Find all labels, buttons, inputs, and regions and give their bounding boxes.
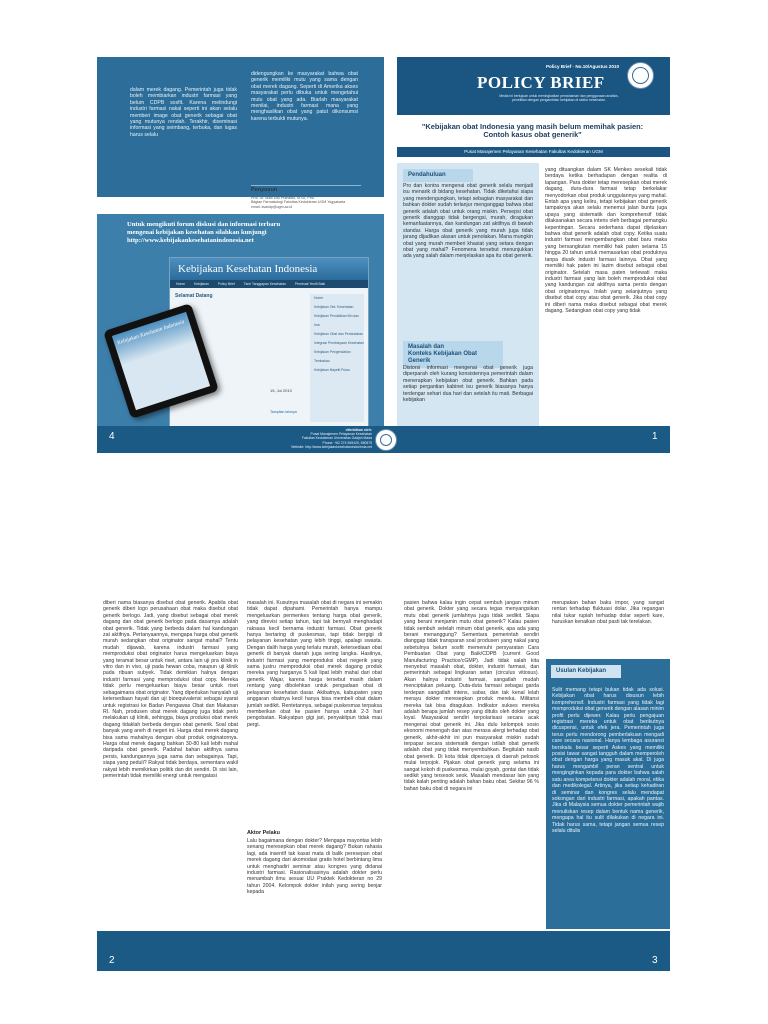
page2-col2-text: masalah ini. Kusutnya masalah obat di negara ini semakin tidak dapat dipahami. Pemerintah hanya mampu mengeluarkan permenkes tentang harga obat generik, yang direvisi setiap tahun, tapi tak bernyali menghadapi raksasa kecil bernama industri farmasi. Obat generik hanya bertaring di puskesmas, tapi tidak bergigi di pelayanan kesehatan yang lebih tinggi, apalagi swasta. Dengan dalih harga yang terlalu murah, ketersediaan obat generik di banyak daerah juga sering langka. Hasilnya, industri farmasi yang memproduksi obat negerik yang sama justru memproduksi obat merek dagang produk mereka yang harganya 5 kali lipat lebih mahal dari obat generik. Wajar, karena harga tersebut masih dalam rentang yang dibolehkan untuk pengadaan obat di pelayanan kesehatan dasar. Akibatnya, kabupaten yang anggaran obatnya kecil hanya bisa membeli obat dalam jumlah sedikit. Rentetannya, sebagai puskesmas terpaksa memberikan obat ke pasien hanya untuk 2-3 hari pengobatan. Rakyatpun gigi jari, penyakitpun tidak mau pergi.: [247, 600, 382, 728]
page-number-1: 1: [652, 431, 658, 442]
website-side-2[interactable]: Kebijakan Obt. Kesehatan: [314, 305, 354, 309]
publisher-line-3: Phone: +62 274 549425, 580575: [322, 440, 372, 445]
pendahuluan-heading: Pendahuluan: [403, 169, 473, 182]
brief-title-line-1: "Kebijakan obat Indonesia yang masih belum memihak pasien:: [421, 122, 644, 131]
forum-url[interactable]: http://www.kebijakankesehatanindonesia.net: [127, 237, 254, 244]
page-number-3: 3: [652, 955, 658, 966]
publisher-line-2: Fakultas Kedokteran Universitas Gadjah Mada: [301, 436, 372, 441]
pendahuluan-text: Pro dan kontra mengenai obat generik selalu menjadi isu menarik di bidang kesehatan. Tidak diketahui siapa yang mendengungkan, tetapi sebagian masyarakat dan bahkan dokter sudah terlanjur menganggap bahwa obat generik adalah obat untuk orang miskin. Persepsi obat generik dianggap tidak bergengsi, murah, diragukan kemanfaatannya, dan kandungan zat aktifnya di bawah standar. Harga obat generik yang murah juga tidak jarang dijadikan alasan untuk penolakan. Mana mungkin obat yang murah memberi khasiat yang setara dengan obat yang mahal? Fenomena tersebut menunjukkan ada yang salah dalam menjelaskan apa itu obat generik.: [403, 183, 533, 260]
page3-col2-top-text: merupakan bahan baku impor, yang sangat rentan terhadap fluktuasi dolar. Jika regangan nilai tukar rupiah terhadap dolar seperti kare, haruskan kenaikan obat pasti tak terelakan.: [552, 600, 664, 626]
website-side-4[interactable]: Kebijakan Obat dan Perlandatan: [314, 332, 364, 336]
masalah-heading-line-1: Masalah dan: [408, 344, 445, 350]
footer-ugm-logo: [375, 429, 397, 451]
website-more-link[interactable]: Tampilan lainnya: [270, 410, 297, 414]
masalah-text: Distorsi informasi mengenai obat generik juga diperparah oleh kurang konsistennya pemerintah dalam menerapkan kebijakan obat generik. Bahkan pada setiap pergantian kabinet isu generik biasanya hanya terdengar sehari dua hari dan setelah itu mati. Berbagai kebijakan: [403, 365, 533, 404]
org-band: [397, 147, 670, 157]
website-title: Kebijakan Kesehatan Indonesia: [178, 263, 318, 275]
page-number-2: 2: [109, 955, 115, 966]
forum-line-1: Untuk mengikuti forum diskusi dan informasi terbaru: [127, 221, 281, 228]
author-block: [251, 196, 371, 209]
website-nav-policy-brief[interactable]: Policy Brief: [217, 282, 235, 286]
publisher-label: diterbitkan oleh:: [345, 428, 372, 432]
page1-col2-text: yang dituangkan dalam SK Menkes sesekali tidak berdaya ketika berhadapan dengan realita di lapangan. Para dokter tetap meresepkan obat merek dagang, dura-dura farmasi tetap berkelakar menyodorkan obat produk unggulannya yang mahal. Entah apa yang keliru, tetapi kebijakan obat generik tampaknya akan selalu menemui jalan buntu juga upaya yang sistematik dan komprehensif tidak dilaksanakan secara intens oleh berbagai pemangku kepentingan. Secara sederhana dapat dijelaskan bahwa obat generik adalah obat copy. Ketika suatu industri farmasi mengembangkan obat baru maka yang bersangkutan memiliki hak paten selama 15 hingga 20 tahun untuk memasarkan obat produknya tanpa diusik industri farmasi lainnya. Obat yang memiliki hak paten ini lazim disebut sebagai obat originator. Setelah masa paten terlewati maka industri farmasi yang lain boleh memproduksi obat yang kandungan zat aktifnya sama persis dengan obat originatornya. Inilah yang selanjutnya yang disebut obat copy atau obat generik. Jika obat copy ini diberi nama maka disebut sebagai obat merek dagang. Sedangkan obat copy yang tidak: [545, 167, 667, 314]
forum-invite: [127, 221, 377, 245]
website-side-7[interactable]: Kebijakan Bapelit Pulau: [314, 368, 350, 372]
aktor-pelaku-heading: Aktor Pelaku: [247, 830, 280, 836]
spread-pages-4-1: [97, 57, 670, 453]
tablet-overlay-title: Kebijakan Kesehatan Indonesia: [116, 319, 186, 347]
website-date: 15, Jul 2010: [270, 388, 292, 393]
website-side-1[interactable]: Home: [314, 296, 324, 300]
author-label: Penyusun: [251, 187, 278, 193]
ugm-logo: [627, 62, 654, 89]
website-nav-pembuat[interactable]: Pembuat Yeniti Baik: [294, 282, 326, 286]
usulan-text: Sulit memang tetapi bukan tidak ada solusi. Kebijakan obat harus disusun lebih komprehensif. Industri farmasi yang tidak lagi memproduksi obat generik dengan alasan minim profit perlu dijewer. Kalau perlu pengajuan registrasi mereka untuk obat berikutnya dicuspensi, untuk efek jera. Pemerintah juga terus perlu mendorong pemberlakuan mengadi care secara nasional. Hanya lembaga asuransi berskala besar seperti Askes yang memiliki posisi tawar sangat tangguh dalam memperoleh obat dengan harga yang masuk akal. Di juga harus mengambil peran sentral untuk menginginkan kepada para dokter bahwa salah satu area kompetensi dokter adalah moral, etika dan medikolegal. Artinya, jika setiap kehadiran di seminar dan kongres selalu mendapat sokongan dari industri farmasi, apakah pantas. Jika di Malaysia semua dokter pemerintah wajib menuliskan resep dalam bentuk nama generik, mengapa hal itu sulit dilakukan di negara ini. Tidak harus sama, tetapi jangan semua resep selalu ditulis: [552, 687, 664, 834]
publisher-line-1: Pusat Manajemen Pelayanan Kesehatan: [310, 432, 372, 437]
page2-col2-after-text: Lalu bagaimana dengan dokter? Mengapa mayoritas lebih senang meresepkan obat merek dagang? Bukan rahasia lagi, ada insentif tak kasat mata di balik peresepan obat merek dagang dari akomodasi gratis hotel berbintang lima untuk menghadiri seminar atau kongres yang didanai industri farmasi. Rasionalisasinya adalah dokter perlu menambah ilmu sesuai UU Praktek Kedokteran no 29 tahun 2004. Kelompok dokter inilah yang sering benjar kepada: [247, 838, 382, 896]
website-nav-tanggapan[interactable]: Tanri Tanggapan Kesehatan: [243, 282, 286, 286]
page-number-4: 4: [109, 431, 115, 442]
publisher-line-4: Website: http://www.kebijakankesehatanindonesia.net: [291, 444, 372, 449]
spread-pages-2-3: [97, 575, 670, 971]
website-banner: [170, 258, 368, 280]
masalah-heading: [403, 341, 503, 368]
page2-col1-text: diberi nama biasanya disebut obat generik. Apabila obat generik diberi logo perusahaan obat maka disebut obat generik berlogo. Jadi, yang disebut sebagai obat merek dagang dan obat generik berlogo pada dasarnya adalah obat generik. Tidak yang berbeda dalam hal kandungan zat aktifnya. Pertanyaannya, mengapa harga obat generik murah sedangkan obat originator sangat mahal? Tentu mudah dijawab, karena industri farmasi yang memproduksi obat originator harus mengeluarkan biaya yang teramat besar untuk riset, antara lain uji pra klinik in vitro dan in vivo, uji pada hewan coba, maupun uji klinik pada ribuan subyek. Tidak demikian halnya dengan industri farmasi yang memproduksi obat copy. Mereka tidak perlu mengeluarkan biaya besar untuk riset sebagaimana obat originator. Yang diperlukan hanyalah uji ketersediaan hayati dan uji bioequivalensi sebagai syarat untuk registrasi ke Badan Pengawas Obat dan Makanan RI. Nah, produsen obat merek dagang juga tidak perlu melakukan uji klinik, sehingga, biaya produksi obat merek dagang tidaklah berbeda dengan obat generik. Soal obat banyak yang aneh di negeri ini. Harga obat merek dagang bisa sama mahalnya dengan obat produk originatornya. Harga obat merek dagang bahkan 30-80 kali lebih mahal daripada obat generik. Padahal bahan aktifnya sama persis, kandungannya juga sama dan sebagainya. Tapi, siapa yang peduli? Rakyat tidak berdaya, sementara wakil rakyat lebih memikirkan politik dan diri sendiri. Di sisi lain, pemerintah tidak memiliki energi untuk mengatasi: [103, 600, 238, 779]
page4-col2-text: didengungkan ke masyarakat bahwa obat generik memiliki mutu yang sama dengan obat merek dagang. Seperti di Amerika akses masyarakat perlu dibuka untuk mengetahui mutu obat yang ada. Biarlah masyarakat menilai, industri farmasi mana yang menghasilkan obat yang patut dikonsumsi karena terbukti mutunya.: [251, 71, 358, 122]
brief-title: [405, 123, 660, 140]
author-name: Prof. Dr. Iwan Dwi Prahasto, M.Sc, PhD: [251, 196, 315, 200]
bottom-footer-bar: [97, 931, 670, 971]
author-email: email: iwandp@ugm.ac.id: [251, 204, 293, 209]
website-nav: [170, 280, 368, 288]
org-name: Pusat Manajemen Pelayanan Kesehatan Fakultas Kedokteran UGM: [464, 149, 603, 154]
website-side-5[interactable]: Integrasi Pembiayaan Kesehatan: [314, 341, 364, 345]
website-side-3[interactable]: Kebijakan Pendidikan Bin dan Ima: [314, 314, 360, 327]
page3-col1-text: pasien bahwa kalau ingin cepat sembuh jangan minum obat generik. Dokter yang secara tegas menyangsikan mutu obat generik jumlahnya juga tidak sedikit. Siapa yang berani menjamin mutu obat generik? Kalau pasien tidak sembuh setelah minum obat generik, apa ada yang berani menanggung? Sementara pemerintah sendiri dianggap tidak transparan soal produsen yang nakal yang sebetulnya belum sosfit memenuhi persyaratan Cara Pembuatan Obat yang Baik/CDPB (current Good Manufacturing Practice/cGMP). Jadi tidak salah kita menyebut masalah obat, dokter, industri farmasi, dan pemerintah sebagai lingkaran setan (circulus vitiosus). Akan halnya industri farmasi, sangatlah mudah menciptakan peluang. Duta-duta farmasi sebagai garda terdepan sangatlah intens, sabar, dan tak kenal lelah merayu dokter meresepkan produk mereka. Militansi mereka tak bisa diragukan. Indikator sukses mereka adalah berapa jumlah resep yang ditulis oleh dokter yang loyal. Masyarakat sendiri terpolarisasi secara acak mengenai obat generik ini. Jika dulu kelompok sosio ekonomi menengah dan atas merasa alergi terhadap obat generik, akhir-akhir ini pun masyarakat miskin sudah terpapar secara sistematik dengan istilah obat generik adalah obat yang tidak menyembuhkan. Begitulah nasib obat generik. Di kota tidak dipercaya di daerah pelosok mulai terpojok. Pijakan obat generik yang selama ini sangat kokoh di puskesmas, mulai goyah, gontai dan tidak sedikit yang tersesok seok. Masalah mendasar lain yang tidak kalah penting adalah bahan baku obat. Sekitar 96 % bahan baku obat di negara ini: [404, 600, 539, 792]
tagline-line-1: Media ini bertujuan untuk meningkatkan pemahaman dan penggunaan analisis,: [499, 94, 619, 98]
tagline: [489, 94, 629, 103]
brief-title-line-2: Contoh kasus obat generik": [483, 130, 582, 140]
author-divider: [251, 185, 361, 186]
website-nav-home[interactable]: Home: [176, 282, 186, 286]
website-heading: Selamat Datang: [175, 293, 213, 299]
website-sidebar: [310, 294, 364, 422]
usulan-heading: Usulan Kebijakan: [551, 665, 621, 678]
policy-brief-brand: POLICY BRIEF: [477, 73, 605, 92]
tablet-screen: [112, 312, 210, 410]
masalah-heading-line-2: Konteks Kebijakan Obat Generik: [408, 351, 478, 364]
website-nav-kebijakan[interactable]: Kebijakan: [194, 282, 209, 286]
issue-line: Policy Brief · No.10/Agustus 2010: [545, 64, 619, 69]
website-side-6[interactable]: Kebijakan Pengendalian Tembakau: [314, 350, 351, 363]
publisher-block: [247, 428, 372, 449]
page4-col1-text: dalam merek dagang. Pemerintah juga tidak boleh membiarkan industri farmasi yang belum CDPB sosfit. Karena melindungi industri farmasi nakal seperti ini akan selalu memberi image obat generik sebagai obat yang mutunya rendah. Terakhir, diseminasi informasi yang seimbang, terbuka, dan lugas harus selalu: [130, 87, 237, 138]
author-institution: Bagian Farmakologi Fakultas Kedokteran UGM Yogyakarta: [251, 200, 346, 205]
tagline-line-2: penelitian dengan pengambilan kebijakan di sektor kesehatan.: [512, 98, 606, 103]
forum-line-2: mengenai kebijakan kesehatan silahkan kunjungi: [127, 229, 267, 236]
